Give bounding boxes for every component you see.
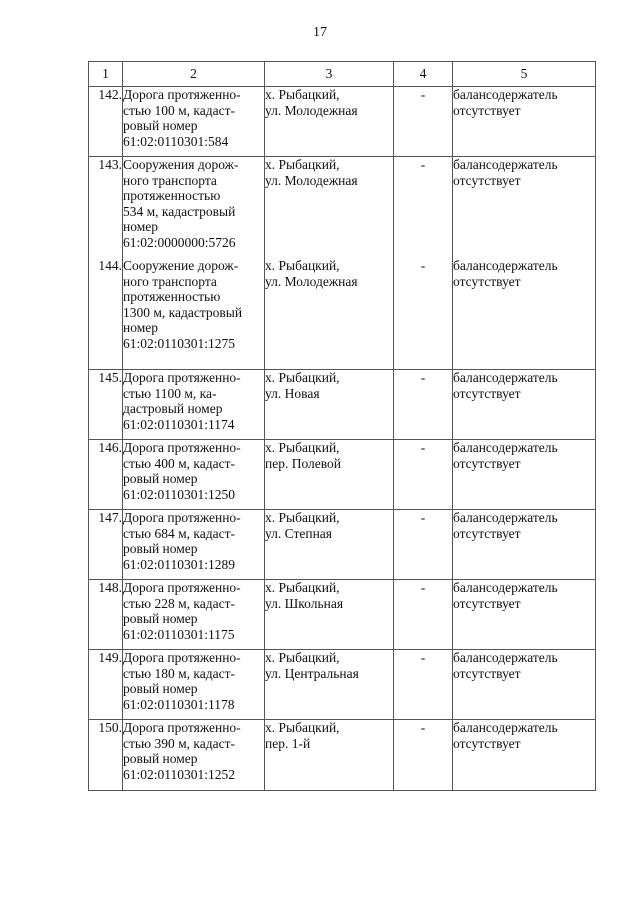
address-cell [265,580,394,650]
object-name-line: ровый номер [123,611,198,626]
address-line: ул. Центральная [265,665,359,681]
balance-holder-line: отсутствует [453,273,521,289]
balance-holder-line: балансодержатель [453,440,558,455]
address-cell [265,370,394,440]
property-register-table [88,61,596,791]
object-name-line: Сооружения дорож- [123,157,239,172]
balance-holder-line: балансодержатель [453,87,558,102]
balance-holder-line: балансодержатель [453,580,558,595]
address-line: х. Рыбацкий, [265,258,340,273]
address-cell [265,720,394,791]
balance-holder-line: балансодержатель [453,258,558,273]
address-line: х. Рыбацкий, [265,510,340,525]
balance-holder-cell [453,720,596,791]
object-name-line: дастровый номер [123,401,223,416]
address-line: пер. 1-й [265,735,311,751]
address-cell [265,510,394,580]
table-row [89,720,596,791]
balance-holder-cell [453,258,596,370]
address-line: х. Рыбацкий, [265,157,340,172]
row-number: 147. [89,510,123,580]
object-name-line: номер [123,219,159,234]
balance-holder-line: отсутствует [453,595,521,611]
object-name-line: стью 100 м, кадаст- [123,102,236,118]
object-name-line: 61:02:0110301:1175 [123,626,235,642]
object-name-line: ного транспорта [123,273,217,289]
balance-holder-line: балансодержатель [453,370,558,385]
address-line: х. Рыбацкий, [265,720,340,735]
object-name-line: ровый номер [123,541,198,556]
balance-holder-cell [453,440,596,510]
address-line: х. Рыбацкий, [265,440,340,455]
object-name-line: ровый номер [123,681,198,696]
object-name-line: стью 684 м, кадаст- [123,525,236,541]
address-cell [265,258,394,370]
table-row [89,157,596,259]
object-name-line: Сооружение дорож- [123,258,239,273]
column4-cell: - [394,370,453,440]
object-name-line: стью 400 м, кадаст- [123,455,236,471]
object-name-line: ровый номер [123,471,198,486]
row-number: 148. [89,580,123,650]
object-name-line: 534 м, кадастровый [123,203,236,219]
object-name-line: 61:02:0110301:1250 [123,486,236,502]
row-number: 142. [89,87,123,157]
object-name-line: Дорога протяженно- [123,510,241,525]
object-name-line: 1300 м, кадастровый [123,304,243,320]
column4-cell: - [394,87,453,157]
address-line: пер. Полевой [265,455,342,471]
object-name-line: Дорога протяженно- [123,370,241,385]
object-name-line: протяженностью [123,289,221,304]
column4-cell: - [394,157,453,259]
object-name-line: Дорога протяженно- [123,720,241,735]
object-name-line: Дорога протяженно- [123,440,241,455]
column4-cell: - [394,510,453,580]
balance-holder-cell [453,510,596,580]
balance-holder-cell [453,580,596,650]
column-header: 2 [123,62,265,87]
address-line: х. Рыбацкий, [265,580,340,595]
address-cell [265,650,394,720]
balance-holder-cell [453,650,596,720]
balance-holder-cell [453,157,596,259]
column4-cell: - [394,258,453,370]
address-line: х. Рыбацкий, [265,87,340,102]
address-line: х. Рыбацкий, [265,370,340,385]
object-name-line: Дорога протяженно- [123,650,241,665]
object-name-line: Дорога протяженно- [123,580,241,595]
row-number: 145. [89,370,123,440]
object-name-cell [123,440,265,510]
column4-cell: - [394,720,453,791]
object-name-line: ного транспорта [123,172,217,188]
balance-holder-line: отсутствует [453,665,521,681]
address-line: х. Рыбацкий, [265,650,340,665]
balance-holder-cell [453,87,596,157]
address-line: ул. Новая [265,385,320,401]
object-name-line: ровый номер [123,118,198,133]
object-name-line: ровый номер [123,751,198,766]
column4-cell: - [394,650,453,720]
object-name-cell [123,370,265,440]
object-name-line: 61:02:0110301:1252 [123,766,236,782]
balance-holder-line: отсутствует [453,525,521,541]
object-name-line: протяженностью [123,188,221,203]
object-name-line: 61:02:0110301:584 [123,133,229,149]
table-row [89,510,596,580]
object-name-line: стью 1100 м, ка- [123,385,217,401]
column-header: 5 [453,62,596,87]
table-row [89,370,596,440]
object-name-cell [123,720,265,791]
address-cell [265,87,394,157]
object-name-cell [123,87,265,157]
address-cell [265,440,394,510]
object-name-line: 61:02:0110301:1275 [123,335,236,351]
object-name-line: Дорога протяженно- [123,87,241,102]
table-row [89,440,596,510]
object-name-line: 61:02:0110301:1178 [123,696,235,712]
table-row [89,650,596,720]
table-row [89,258,596,370]
page-number: 17 [313,25,327,40]
row-number: 143. [89,157,123,259]
address-cell [265,157,394,259]
balance-holder-line: балансодержатель [453,720,558,735]
table-row [89,87,596,157]
column-header-row [89,62,596,87]
object-name-line: стью 180 м, кадаст- [123,665,236,681]
object-name-cell [123,650,265,720]
table-row [89,580,596,650]
address-line: ул. Школьная [265,595,344,611]
balance-holder-line: отсутствует [453,172,521,188]
balance-holder-line: отсутствует [453,102,521,118]
address-line: ул. Молодежная [265,172,358,188]
object-name-line: номер [123,320,159,335]
object-name-cell [123,258,265,370]
object-name-line: 61:02:0110301:1174 [123,416,235,432]
object-name-cell [123,510,265,580]
table-body [89,87,596,791]
address-line: ул. Степная [265,525,333,541]
row-number: 146. [89,440,123,510]
object-name-line: стью 228 м, кадаст- [123,595,236,611]
balance-holder-line: балансодержатель [453,510,558,525]
object-name-cell [123,580,265,650]
object-name-line: 61:02:0110301:1289 [123,556,236,572]
balance-holder-line: отсутствует [453,455,521,471]
object-name-line: 61:02:0000000:5726 [123,234,236,250]
column-header: 4 [394,62,453,87]
balance-holder-line: отсутствует [453,385,521,401]
column4-cell: - [394,440,453,510]
balance-holder-line: балансодержатель [453,650,558,665]
object-name-cell [123,157,265,259]
balance-holder-line: отсутствует [453,735,521,751]
column4-cell: - [394,580,453,650]
row-number: 149. [89,650,123,720]
column-header: 3 [265,62,394,87]
column-header: 1 [89,62,123,87]
object-name-line: стью 390 м, кадаст- [123,735,236,751]
row-number: 144. [89,258,123,370]
row-number: 150. [89,720,123,791]
balance-holder-line: балансодержатель [453,157,558,172]
address-line: ул. Молодежная [265,102,358,118]
address-line: ул. Молодежная [265,273,358,289]
balance-holder-cell [453,370,596,440]
